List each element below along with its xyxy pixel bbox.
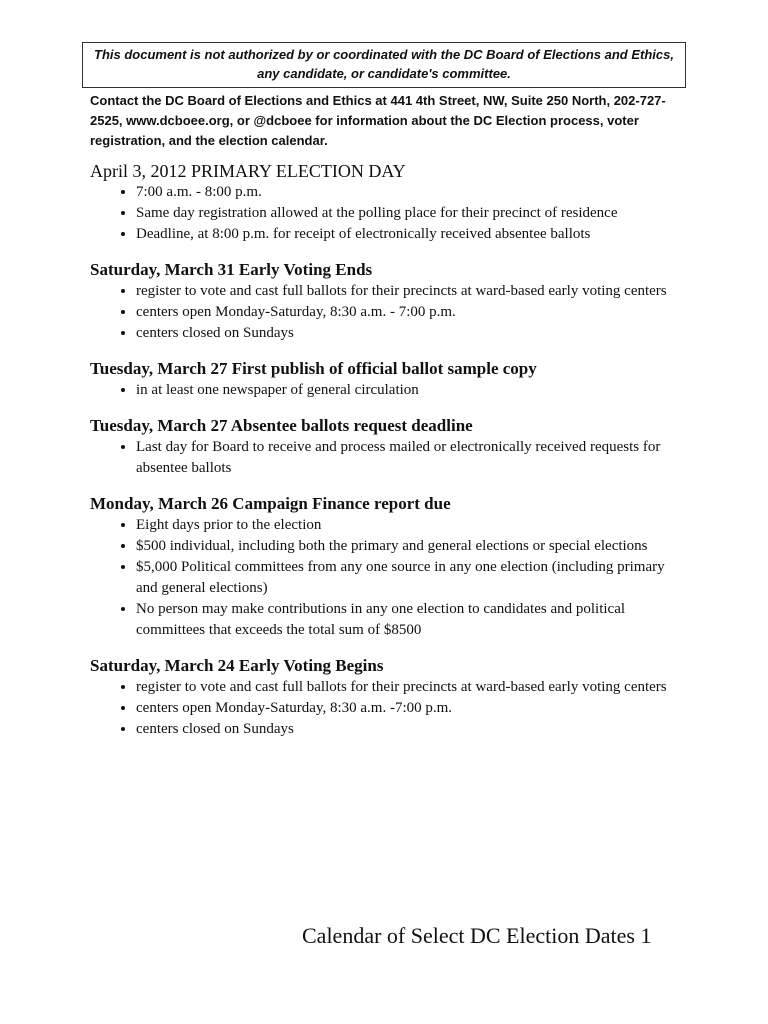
bullet-list [90,380,680,401]
list-item: • 7:00 a.m. - 8:00 p.m. [136,182,680,203]
section-primary-election-day [90,160,680,245]
section-heading: Monday, March 26 Campaign Finance report due [90,494,451,513]
section-campaign-finance [90,493,680,641]
disclaimer-line-1: This document is not authorized by or coordinated with the DC Board of Elections and Ethics, [94,47,674,62]
bullet-list [90,281,680,344]
bullet-list [90,182,680,245]
page-footer [302,922,702,950]
section-ballot-sample-copy [90,358,680,401]
election-calendar [90,160,680,754]
list-item: • centers closed on Sundays [136,323,680,344]
section-early-voting-begins [90,655,680,740]
section-heading: Tuesday, March 27 First publish of official ballot sample copy [90,359,537,378]
list-item: • centers closed on Sundays [136,719,680,740]
page-number: 1 [640,923,652,948]
section-heading: Saturday, March 24 Early Voting Begins [90,656,384,675]
bullet-list [90,515,680,641]
list-item: • centers open Monday-Saturday, 8:30 a.m. - 7:00 p.m. [136,302,680,323]
list-item: • register to vote and cast full ballots for their precincts at ward-based early voting centers [136,677,680,698]
section-heading: April 3, 2012 PRIMARY ELECTION DAY [90,161,406,181]
disclaimer-box [82,42,686,88]
list-item: • $5,000 Political committees from any one source in any one election (including primary and general elections) [136,557,680,599]
footer-title: Calendar of Select DC Election Dates [302,923,635,948]
list-item: • Last day for Board to receive and process mailed or electronically received requests for absentee ballots [136,437,680,479]
list-item: • register to vote and cast full ballots for their precincts at ward-based early voting centers [136,281,680,302]
bullet-list [90,437,680,479]
section-heading: Tuesday, March 27 Absentee ballots request deadline [90,416,473,435]
list-item: • in at least one newspaper of general circulation [136,380,680,401]
disclaimer-line-2: any candidate, or candidate's committee. [257,66,511,81]
bullet-list [90,677,680,740]
list-item: • Same day registration allowed at the polling place for their precinct of residence [136,203,680,224]
list-item: • Eight days prior to the election [136,515,680,536]
list-item: • centers open Monday-Saturday, 8:30 a.m. -7:00 p.m. [136,698,680,719]
section-early-voting-ends [90,259,680,344]
list-item: • $500 individual, including both the primary and general elections or special elections [136,536,680,557]
contact-info: Contact the DC Board of Elections and Ethics at 441 4th Street, NW, Suite 250 North, 202-727-2525, www.dcboee.org, or @dcboee for information about the DC Election process, voter registration, and the election calendar. [90,93,666,148]
list-item: • No person may make contributions in any one election to candidates and political committees that exceeds the total sum of $8500 [136,599,680,641]
section-heading: Saturday, March 31 Early Voting Ends [90,260,373,279]
section-absentee-deadline [90,415,680,479]
list-item: • Deadline, at 8:00 p.m. for receipt of electronically received absentee ballots [136,224,680,245]
